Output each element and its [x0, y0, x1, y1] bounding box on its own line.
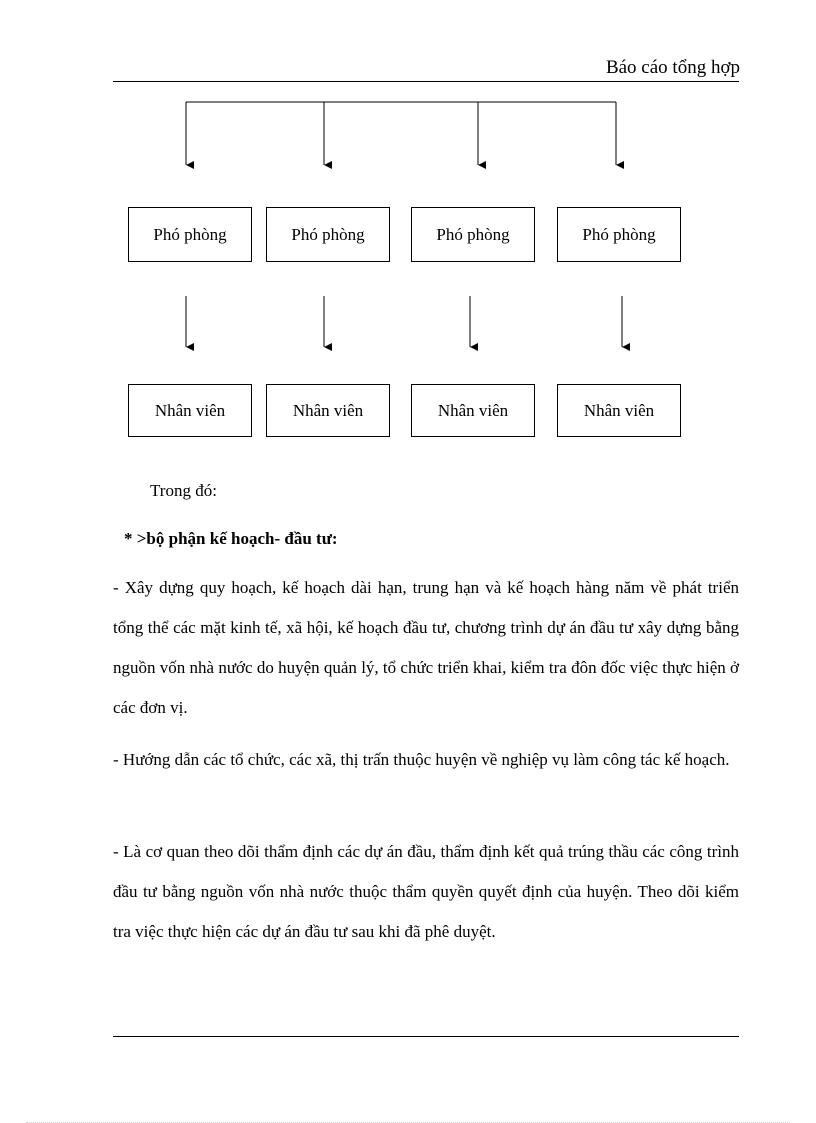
- pho-phong-box-3: Phó phòng: [411, 207, 535, 262]
- nhan-vien-box-2: Nhân viên: [266, 384, 390, 437]
- paragraph-2: - Hướng dẫn các tổ chức, các xã, thị trấn thuộc huyện về nghiệp vụ làm công tác kế hoạch.: [113, 750, 730, 769]
- nhan-vien-box-4: Nhân viên: [557, 384, 681, 437]
- pho-phong-box-2: Phó phòng: [266, 207, 390, 262]
- paragraph-1: - Xây dựng quy hoạch, kế hoạch dài hạn, trung hạn và kế hoạch hàng năm về phát triển tổng thể các mặt kinh tế, xã hội, kế hoạch đầu tư, chương trình dự án đầu tư xây dựng bằng nguồn vốn nhà nước do huyện quản lý, tổ chức triển khai, kiểm tra đôn đốc việc thực hiện ở các đơn vị.: [113, 578, 739, 717]
- pho-phong-box-4: Phó phòng: [557, 207, 681, 262]
- pho-phong-box-1: Phó phòng: [128, 207, 252, 262]
- footer-rule: [113, 1036, 739, 1037]
- paragraph-3: - Là cơ quan theo dõi thẩm định các dự án đầu, thẩm định kết quả trúng thầu các công trình đầu tư bằng nguồn vốn nhà nước thuộc thẩm quyền quyết định của huyện. Theo dõi kiểm tra việc thực hiện các dự án đầu tư sau khi đã phê duyệt.: [113, 842, 739, 941]
- nhan-vien-box-1: Nhân viên: [128, 384, 252, 437]
- nhan-vien-box-3: Nhân viên: [411, 384, 535, 437]
- intro-text: Trong đó:: [150, 481, 217, 500]
- header-title: Báo cáo tổng hợp: [605, 57, 740, 78]
- org-chart-connectors: [0, 0, 816, 460]
- section-title: * >bộ phận kế hoạch- đầu tư:: [124, 529, 338, 548]
